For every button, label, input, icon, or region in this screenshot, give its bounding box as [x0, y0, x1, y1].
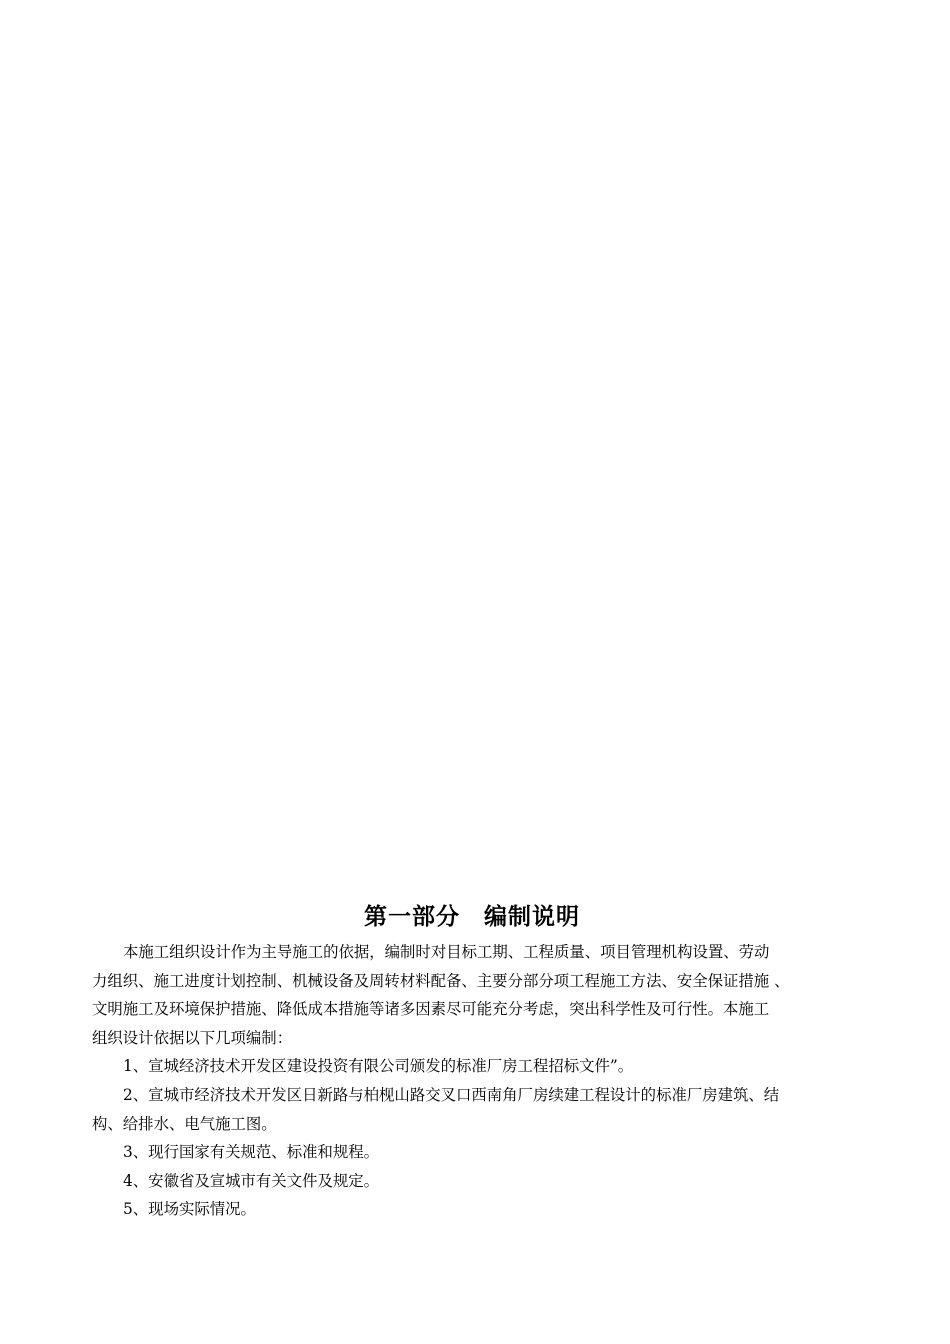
basis-item-3 — [92, 1138, 852, 1167]
basis-item-line: 1、宣城经济技术开发区建设投资有限公司颁发的标准厂房工程招标文件”。 — [123, 1057, 634, 1076]
basis-item-line: 构、给排水、电气施工图。 — [92, 1114, 277, 1133]
intro-line: 组织设计依据以下几项编制： — [92, 1028, 293, 1047]
basis-item-line: 2、宣城市经济技术开发区日新路与柏枧山路交叉口西南角厂房续建工程设计的标准厂房建筑、结 — [123, 1085, 780, 1104]
basis-item-line: 5、现场实际情况。 — [123, 1200, 256, 1219]
intro-line: 文明施工及环境保护措施、降低成本措施等诸多因素尽可能充分考虑，突出科学性及可行性。本施工 — [92, 1000, 770, 1019]
basis-item-4 — [92, 1167, 852, 1196]
basis-item-line: 4、安徽省及宣城市有关文件及规定。 — [123, 1171, 380, 1190]
basis-item-line: 3、现行国家有关规范、标准和规程。 — [123, 1143, 380, 1162]
intro-line: 本施工组织设计作为主导施工的依据，编制时对目标工期、工程质量、项目管理机构设置、劳动 — [123, 943, 770, 961]
section-heading: 第一部分 编制说明 — [364, 904, 580, 930]
basis-item-1 — [92, 1052, 852, 1081]
intro-paragraph — [92, 938, 852, 1052]
section-content — [92, 898, 852, 1224]
intro-line: 力组织、施工进度计划控制、机械设备及周转材料配备、主要分部分项工程施工方法、安全保证措施 、 — [92, 971, 790, 990]
basis-item-2 — [92, 1081, 852, 1138]
basis-item-5 — [92, 1195, 852, 1224]
